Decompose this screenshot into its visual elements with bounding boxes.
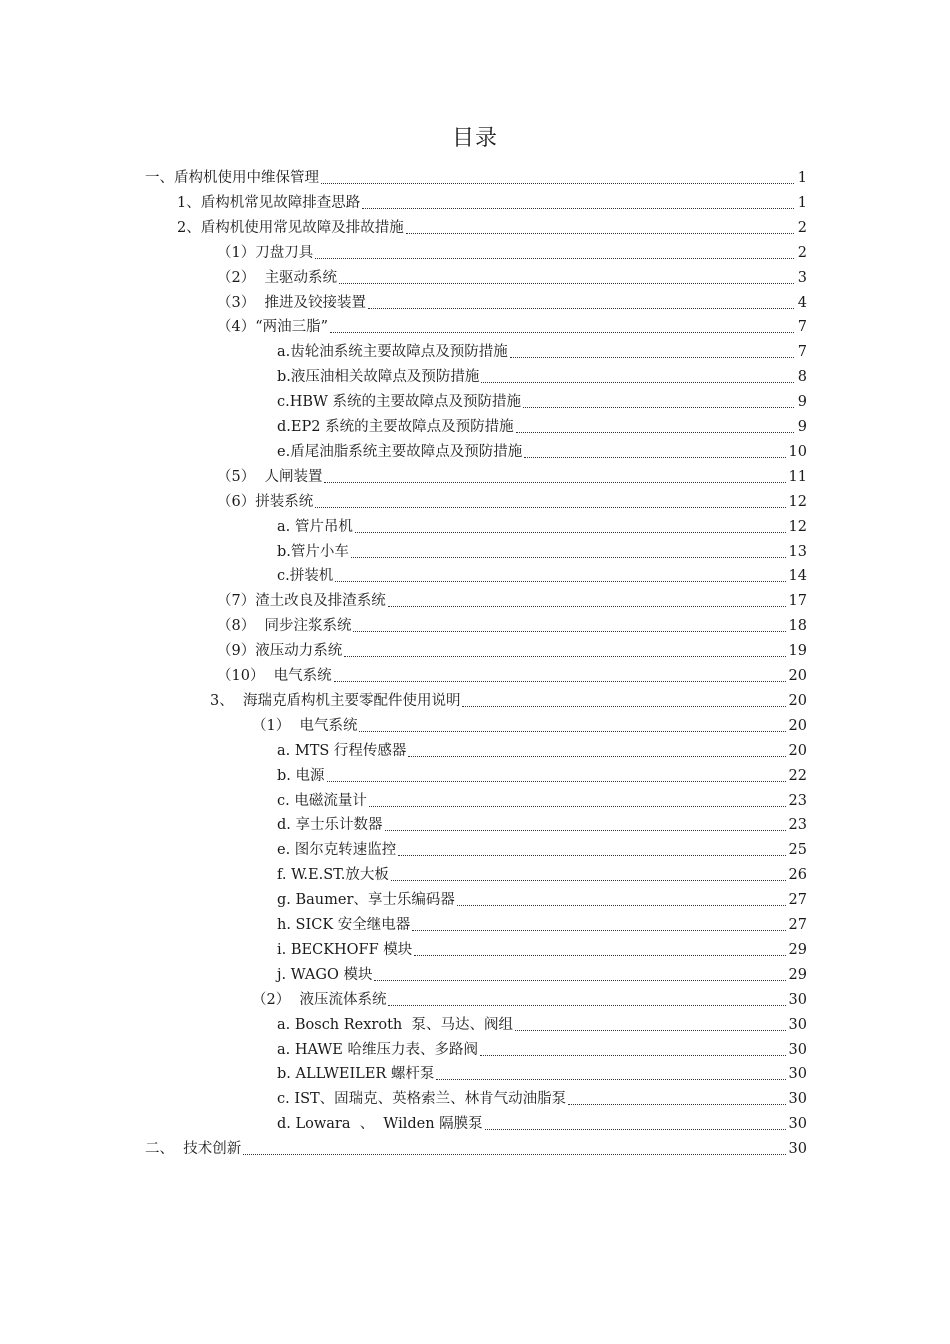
toc-page-number: 20 <box>788 742 807 759</box>
toc-entry-title: b. ALLWEILER 螺杆泵 <box>277 1066 435 1083</box>
toc-page-number: 7 <box>797 344 807 361</box>
toc-entry[interactable] <box>277 390 807 414</box>
toc-page-number: 30 <box>788 1116 807 1133</box>
toc-entry-title: （4）“两油三脂” <box>217 319 329 336</box>
toc-dot-leader <box>335 581 785 582</box>
toc-entry[interactable] <box>217 291 807 315</box>
toc-page-number: 17 <box>788 593 807 610</box>
toc-entry[interactable] <box>210 689 807 713</box>
toc-page-number: 19 <box>788 643 807 660</box>
toc-dot-leader <box>315 258 794 259</box>
toc-entry[interactable] <box>277 340 807 364</box>
toc-entry[interactable] <box>217 241 807 265</box>
toc-dot-leader <box>330 332 794 333</box>
toc-page-number: 29 <box>788 966 807 983</box>
toc-entry[interactable] <box>217 589 807 613</box>
toc-entry[interactable] <box>277 764 807 788</box>
toc-entry[interactable] <box>277 1112 807 1136</box>
toc-entry-title: d. Lowara 、 Wilden 隔膜泵 <box>277 1116 483 1133</box>
toc-entry-title: d. 享士乐计数器 <box>277 817 383 834</box>
toc-entry-title: c.拼装机 <box>277 568 334 585</box>
toc-entry-title: （1）刀盘刀具 <box>217 244 314 261</box>
toc-dot-leader <box>406 233 794 234</box>
toc-entry[interactable] <box>277 813 807 837</box>
toc-page-number: 9 <box>797 394 807 411</box>
toc-entry[interactable] <box>217 315 807 339</box>
toc-entry-title: a. HAWE 哈维压力表、多路阀 <box>277 1041 478 1058</box>
toc-entry[interactable] <box>217 639 807 663</box>
toc-dot-leader <box>385 830 786 831</box>
toc-entry[interactable] <box>217 664 807 688</box>
toc-page-number: 2 <box>797 219 807 236</box>
toc-entry[interactable] <box>252 988 807 1012</box>
toc-entry-title: （2） 主驱动系统 <box>217 269 337 286</box>
toc-entry[interactable] <box>277 913 807 937</box>
toc-entry[interactable] <box>277 440 807 464</box>
toc-page-number: 20 <box>788 692 807 709</box>
toc-entry[interactable] <box>277 540 807 564</box>
toc-entry[interactable] <box>252 714 807 738</box>
toc-entry-title: c. 电磁流量计 <box>277 792 367 809</box>
toc-page-number: 8 <box>797 369 807 386</box>
toc-entry-title: e. 图尔克转速监控 <box>277 842 397 859</box>
toc-dot-leader <box>243 1154 785 1155</box>
toc-entry-title: （10） 电气系统 <box>217 668 332 684</box>
toc-dot-leader <box>414 955 785 956</box>
toc-entry[interactable] <box>145 166 807 190</box>
toc-entry[interactable] <box>277 415 807 439</box>
toc-dot-leader <box>368 308 794 309</box>
toc-dot-leader <box>351 557 786 558</box>
toc-entry-title: b.管片小车 <box>277 543 349 560</box>
toc-entry-title: a. Bosch Rexroth 泵、马达、阀组 <box>277 1016 513 1033</box>
toc-entry-title: （6）拼装系统 <box>217 493 314 510</box>
toc-page-number: 30 <box>788 1091 807 1108</box>
toc-dot-leader <box>408 756 785 757</box>
toc-entry-title: （8） 同步注浆系统 <box>217 618 352 635</box>
toc-entry-title: c.HBW 系统的主要故障点及预防措施 <box>277 394 522 411</box>
toc-page-number: 23 <box>788 792 807 809</box>
toc-entry-title: 1、盾构机常见故障排查思路 <box>177 194 361 211</box>
toc-entry[interactable] <box>277 1087 807 1111</box>
toc-dot-leader <box>391 880 786 881</box>
toc-page-number: 22 <box>788 767 807 784</box>
toc-dot-leader <box>524 457 785 458</box>
toc-page-number: 30 <box>788 1066 807 1083</box>
toc-entry[interactable] <box>277 1013 807 1037</box>
toc-page-number: 30 <box>788 991 807 1008</box>
toc-dot-leader <box>523 407 794 408</box>
toc-page-number: 2 <box>797 244 807 261</box>
toc-page-number: 30 <box>788 1041 807 1058</box>
toc-dot-leader <box>398 855 785 856</box>
toc-page-number: 25 <box>788 842 807 859</box>
toc-entry[interactable] <box>277 789 807 813</box>
toc-dot-leader <box>515 1030 786 1031</box>
toc-entry-title: （3） 推进及铰接装置 <box>217 294 366 311</box>
toc-entry-title: g. Baumer、享士乐编码器 <box>277 892 455 909</box>
toc-entry[interactable] <box>277 739 807 763</box>
toc-entry-title: d.EP2 系统的主要故障点及预防措施 <box>277 419 514 435</box>
toc-entry[interactable] <box>277 938 807 962</box>
toc-page-number: 29 <box>788 941 807 958</box>
toc-entry-title: （9）液压动力系统 <box>217 643 343 660</box>
toc-page-number: 1 <box>797 194 807 211</box>
toc-page-number: 10 <box>788 443 807 460</box>
toc-dot-leader <box>362 208 794 209</box>
toc-page-number: 1 <box>797 170 807 186</box>
toc-entry[interactable] <box>277 564 807 588</box>
toc-page-number: 3 <box>797 269 807 286</box>
toc-dot-leader <box>388 606 786 607</box>
toc-entry[interactable] <box>217 266 807 290</box>
toc-entry[interactable] <box>277 838 807 862</box>
toc-entry-title: （7）渣土改良及排渣系统 <box>217 593 386 610</box>
toc-entry-title: a.齿轮油系统主要故障点及预防措施 <box>277 344 508 361</box>
toc-page-number: 23 <box>788 817 807 834</box>
toc-dot-leader <box>321 183 794 184</box>
toc-dot-leader <box>339 283 794 284</box>
toc-entry[interactable] <box>145 1137 807 1161</box>
toc-entry[interactable] <box>177 216 807 240</box>
toc-page-number: 27 <box>788 892 807 909</box>
toc-entry-title: c. IST、固瑞克、英格索兰、林肯气动油脂泵 <box>277 1091 567 1108</box>
toc-page-number: 11 <box>788 468 807 485</box>
toc-entry[interactable] <box>177 191 807 215</box>
toc-entry-title: （5） 人闸装置 <box>217 468 323 485</box>
toc-entry-title: （2） 液压流体系统 <box>252 991 387 1008</box>
toc-entry[interactable] <box>277 863 807 887</box>
toc-entry-title: b.液压油相关故障点及预防措施 <box>277 369 480 386</box>
toc-entry[interactable] <box>277 1062 807 1086</box>
toc-page-number: 7 <box>797 319 807 336</box>
toc-dot-leader <box>327 781 786 782</box>
toc-entry[interactable] <box>277 1038 807 1062</box>
toc-entry-title: a. 管片吊机 <box>277 518 353 535</box>
toc-dot-leader <box>353 631 785 632</box>
toc-dot-leader <box>485 1129 786 1130</box>
toc-dot-leader <box>516 432 794 433</box>
toc-dot-leader <box>480 1055 786 1056</box>
toc-page-number: 27 <box>788 917 807 933</box>
toc-dot-leader <box>359 731 785 732</box>
toc-entry-title: e.盾尾油脂系统主要故障点及预防措施 <box>277 443 523 460</box>
toc-dot-leader <box>436 1079 785 1080</box>
toc-page-number: 18 <box>788 618 807 635</box>
toc-entry-title: 二、 技术创新 <box>145 1141 242 1158</box>
toc-entry[interactable] <box>217 614 807 638</box>
toc-entry[interactable] <box>217 465 807 489</box>
toc-entry-title: i. BECKHOFF 模块 <box>277 941 413 958</box>
toc-dot-leader <box>462 706 785 707</box>
toc-entry-title: f. W.E.ST.放大板 <box>277 867 389 884</box>
toc-page-number: 20 <box>788 717 807 734</box>
toc-page-number: 26 <box>788 867 807 884</box>
toc-entry-title: b. 电源 <box>277 767 325 784</box>
toc-dot-leader <box>568 1104 785 1105</box>
toc-dot-leader <box>510 357 794 358</box>
toc-page-number: 14 <box>788 568 807 585</box>
toc-dot-leader <box>481 382 794 383</box>
toc-dot-leader <box>315 507 785 508</box>
toc-page-number: 12 <box>788 518 807 535</box>
toc-entry-title: a. MTS 行程传感器 <box>277 742 407 759</box>
toc-dot-leader <box>369 806 786 807</box>
toc-entry-title: 3、 海瑞克盾构机主要零配件使用说明 <box>210 692 461 709</box>
toc-entry[interactable] <box>277 365 807 389</box>
toc-page-number: 9 <box>797 419 807 435</box>
toc-dot-leader <box>334 681 786 682</box>
toc-dot-leader <box>344 656 785 657</box>
toc-dot-leader <box>457 905 786 906</box>
toc-dot-leader <box>412 930 785 931</box>
toc-dot-leader <box>324 482 785 483</box>
toc-page-number: 13 <box>788 543 807 560</box>
toc-dot-leader <box>355 532 786 533</box>
toc-dot-leader <box>374 980 785 981</box>
toc-entry-title: （1） 电气系统 <box>252 717 358 734</box>
toc-entry-title: h. SICK 安全继电器 <box>277 917 411 933</box>
toc-entry[interactable] <box>277 963 807 987</box>
toc-page-number: 4 <box>797 294 807 311</box>
toc-entry[interactable] <box>277 888 807 912</box>
toc-title: 目录 <box>451 126 498 151</box>
toc-page-number: 30 <box>788 1016 807 1033</box>
toc-entry-title: 一、盾构机使用中维保管理 <box>145 170 319 186</box>
toc-page-number: 12 <box>788 493 807 510</box>
toc-entry[interactable] <box>217 490 807 514</box>
toc-dot-leader <box>388 1005 785 1006</box>
toc-entry-title: j. WAGO 模块 <box>277 966 373 983</box>
toc-page-number: 20 <box>788 668 807 684</box>
toc-page-number: 30 <box>788 1141 807 1158</box>
toc-entry[interactable] <box>277 515 807 539</box>
toc-entry-title: 2、盾构机使用常见故障及排故措施 <box>177 219 404 236</box>
